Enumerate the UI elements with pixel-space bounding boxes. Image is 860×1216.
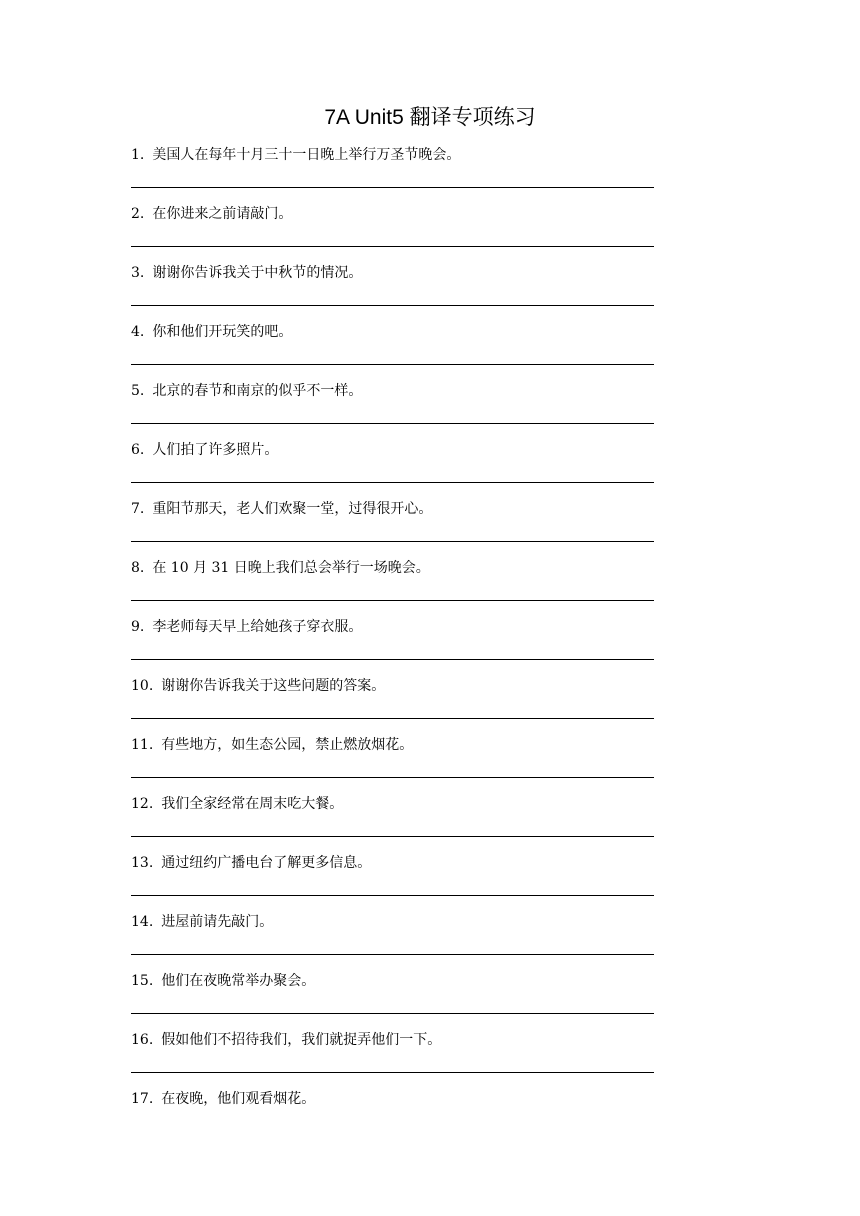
answer-line[interactable] — [131, 777, 654, 778]
question-text — [131, 263, 362, 283]
question-text — [131, 853, 371, 873]
question-number: 16. — [131, 1032, 154, 1048]
question-item — [131, 971, 654, 1030]
question-sentence: 通过纽约广播电台了解更多信息。 — [161, 855, 372, 871]
question-sentence: 在 10 月 31 日晚上我们总会举行一场晚会。 — [152, 560, 430, 576]
question-text — [131, 971, 315, 991]
question-sentence: 我们全家经常在周末吃大餐。 — [161, 796, 344, 812]
question-text — [131, 1089, 315, 1109]
answer-line[interactable] — [131, 541, 654, 542]
question-number: 3. — [131, 265, 145, 281]
question-text — [131, 676, 385, 696]
question-sentence: 美国人在每年十月三十一日晚上举行万圣节晚会。 — [152, 147, 461, 163]
question-item — [131, 1089, 654, 1148]
question-sentence: 重阳节那天，老人们欢聚一堂，过得很开心。 — [152, 501, 433, 517]
question-sentence: 北京的春节和南京的似乎不一样。 — [152, 383, 363, 399]
answer-line[interactable] — [131, 600, 654, 601]
question-item — [131, 794, 654, 853]
question-sentence: 他们在夜晚常举办聚会。 — [161, 973, 316, 989]
question-sentence: 李老师每天早上给她孩子穿衣服。 — [152, 619, 363, 635]
question-sentence: 你和他们开玩笑的吧。 — [152, 324, 293, 340]
question-item — [131, 145, 654, 204]
question-text — [131, 794, 343, 814]
question-text — [131, 145, 460, 165]
question-sentence: 有些地方，如生态公园，禁止燃放烟花。 — [161, 737, 414, 753]
answer-line[interactable] — [131, 954, 654, 955]
question-text — [131, 617, 362, 637]
question-item — [131, 322, 654, 381]
answer-line[interactable] — [131, 895, 654, 896]
question-item — [131, 1030, 654, 1089]
answer-line[interactable] — [131, 718, 654, 719]
question-item — [131, 381, 654, 440]
question-number: 8. — [131, 560, 145, 576]
question-item — [131, 617, 654, 676]
question-number: 7. — [131, 501, 145, 517]
question-sentence: 谢谢你告诉我关于中秋节的情况。 — [152, 265, 363, 281]
answer-line[interactable] — [131, 423, 654, 424]
answer-line[interactable] — [131, 836, 654, 837]
question-text — [131, 1030, 441, 1050]
question-number: 5. — [131, 383, 145, 399]
question-sentence: 在你进来之前请敲门。 — [152, 206, 293, 222]
question-text — [131, 558, 430, 578]
question-item — [131, 440, 654, 499]
question-number: 9. — [131, 619, 145, 635]
question-number: 12. — [131, 796, 154, 812]
question-sentence: 谢谢你告诉我关于这些问题的答案。 — [161, 678, 386, 694]
question-number: 17. — [131, 1091, 154, 1107]
question-sentence: 假如他们不招待我们，我们就捉弄他们一下。 — [161, 1032, 442, 1048]
question-text — [131, 440, 278, 460]
question-item — [131, 263, 654, 322]
question-item — [131, 853, 654, 912]
question-number: 15. — [131, 973, 154, 989]
question-list — [131, 145, 654, 1148]
question-sentence: 进屋前请先敲门。 — [161, 914, 274, 930]
question-sentence: 人们拍了许多照片。 — [152, 442, 279, 458]
answer-line[interactable] — [131, 305, 654, 306]
question-number: 10. — [131, 678, 154, 694]
answer-line[interactable] — [131, 364, 654, 365]
question-text — [131, 912, 273, 932]
question-item — [131, 676, 654, 735]
question-text — [131, 381, 362, 401]
question-text — [131, 204, 292, 224]
answer-line[interactable] — [131, 1013, 654, 1014]
answer-line[interactable] — [131, 659, 654, 660]
question-item — [131, 499, 654, 558]
question-item — [131, 735, 654, 794]
question-item — [131, 558, 654, 617]
question-number: 13. — [131, 855, 154, 871]
question-item — [131, 912, 654, 971]
answer-line[interactable] — [131, 246, 654, 247]
question-sentence: 在夜晚，他们观看烟花。 — [161, 1091, 316, 1107]
question-text — [131, 322, 292, 342]
answer-line[interactable] — [131, 482, 654, 483]
question-item — [131, 204, 654, 263]
question-number: 2. — [131, 206, 145, 222]
question-number: 11. — [131, 737, 154, 753]
page-title: 7A Unit5 翻译专项练习 — [324, 106, 536, 129]
question-number: 6. — [131, 442, 145, 458]
question-text — [131, 499, 432, 519]
question-text — [131, 735, 413, 755]
question-number: 14. — [131, 914, 154, 930]
question-number: 1. — [131, 147, 145, 163]
answer-line[interactable] — [131, 187, 654, 188]
answer-line[interactable] — [131, 1072, 654, 1073]
question-number: 4. — [131, 324, 145, 340]
